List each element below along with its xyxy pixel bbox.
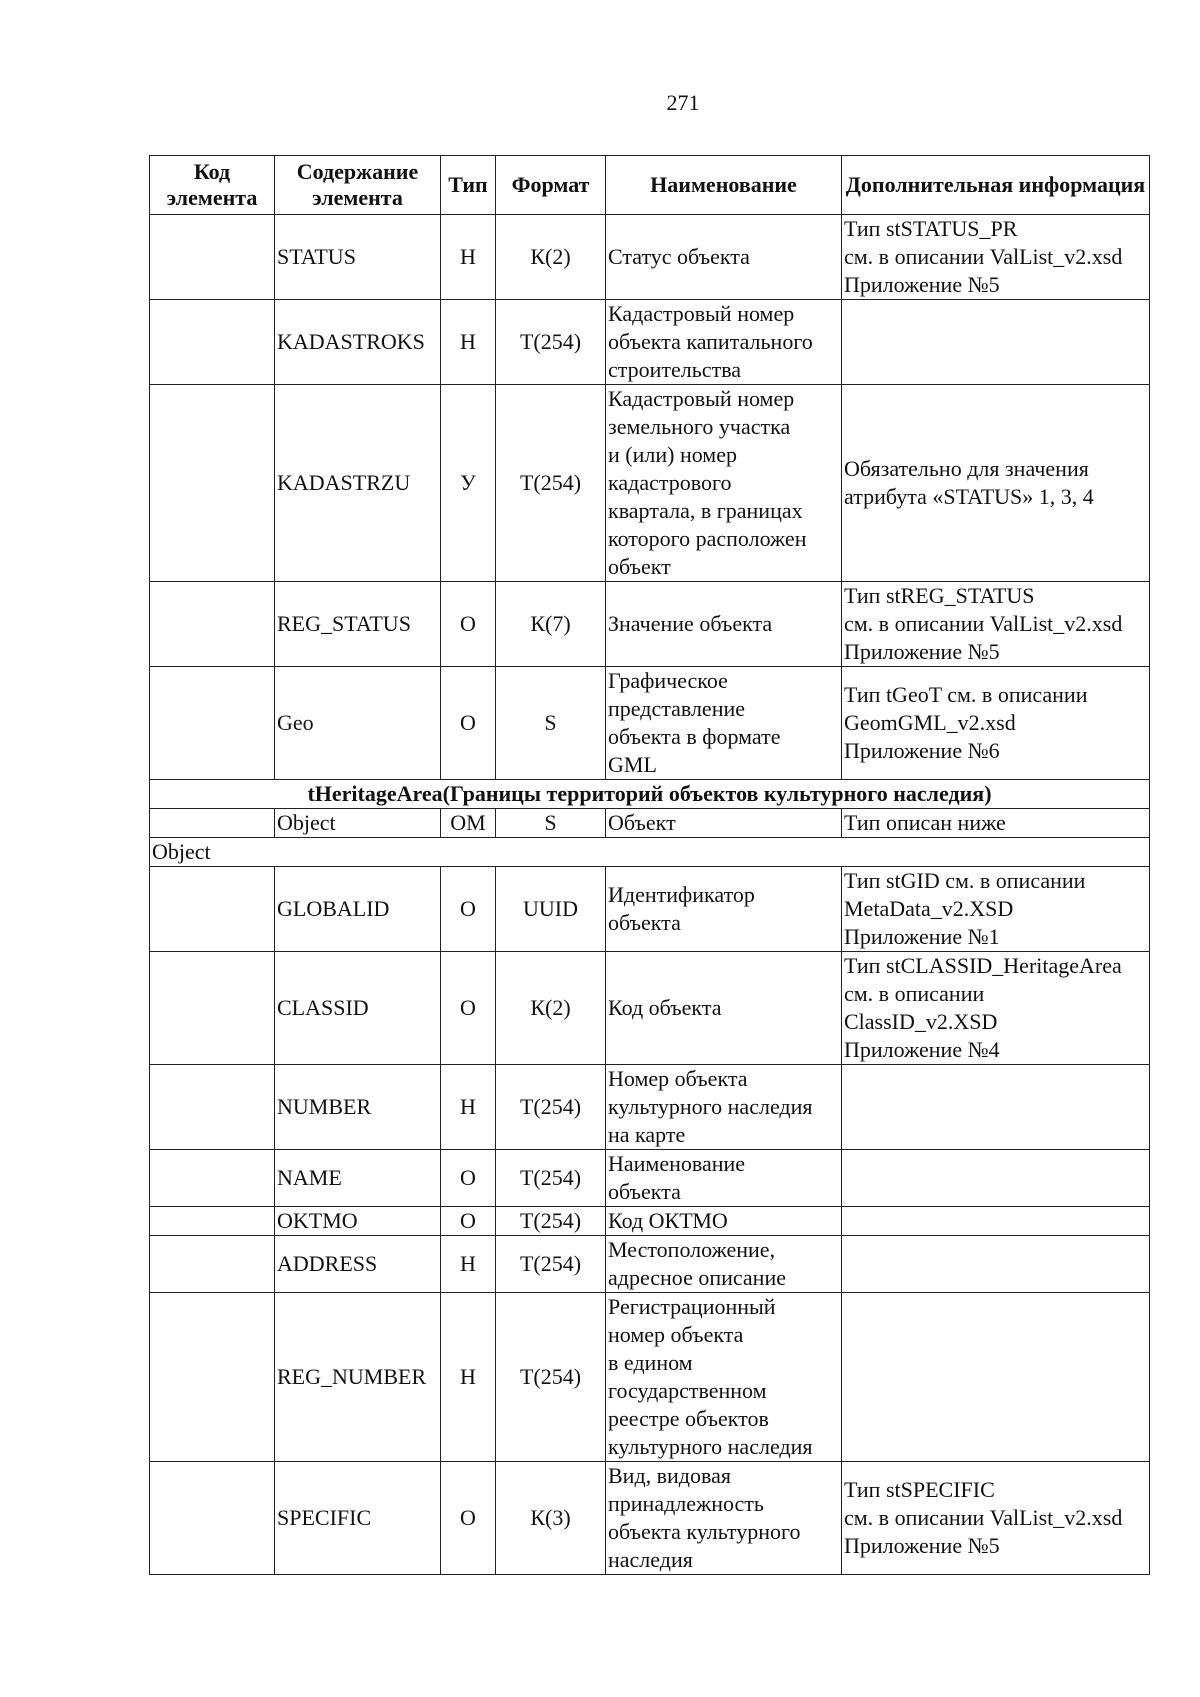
cell-line: Тип tGeoT см. в описании	[844, 682, 1088, 707]
cell-info	[842, 1293, 1150, 1462]
cell-name	[606, 300, 842, 385]
cell-type: О	[441, 1462, 496, 1575]
cell-info	[842, 1065, 1150, 1150]
cell-info	[842, 952, 1150, 1065]
table-header-row	[150, 156, 1150, 215]
cell-element: SPECIFIC	[275, 1462, 441, 1575]
cell-element: ADDRESS	[275, 1236, 441, 1293]
cell-line: Вид, видовая	[608, 1463, 731, 1488]
cell-name	[606, 952, 842, 1065]
cell-code	[150, 1236, 275, 1293]
cell-line: которого расположен	[608, 526, 807, 551]
cell-info	[842, 215, 1150, 300]
cell-type: О	[441, 1207, 496, 1236]
cell-line: наследия	[608, 1547, 693, 1572]
cell-line: Приложение №5	[844, 272, 1000, 297]
object-info: Тип описан ниже	[842, 809, 1150, 838]
cell-code	[150, 1293, 275, 1462]
table-row	[150, 582, 1150, 667]
table-row	[150, 667, 1150, 780]
header-info: Дополнительная информация	[842, 156, 1150, 215]
cell-line: принадлежность	[608, 1491, 764, 1516]
object-name: Объект	[606, 809, 842, 838]
cell-line: реестре объектов	[608, 1406, 769, 1431]
object-element: Object	[275, 809, 441, 838]
cell-info	[842, 1207, 1150, 1236]
cell-line: Код объекта	[608, 995, 722, 1020]
cell-name	[606, 215, 842, 300]
cell-line: Местоположение,	[608, 1237, 776, 1262]
cell-line: объект	[608, 554, 671, 579]
table-row	[150, 1207, 1150, 1236]
table-row	[150, 215, 1150, 300]
header-type: Тип	[441, 156, 496, 215]
header-code: Код элемента	[150, 156, 275, 215]
cell-code	[150, 582, 275, 667]
cell-type: Н	[441, 300, 496, 385]
table-row	[150, 385, 1150, 582]
cell-code	[150, 215, 275, 300]
cell-name	[606, 385, 842, 582]
cell-line: см. в описании ValList_v2.xsd	[844, 1505, 1123, 1530]
group-row	[150, 838, 1150, 867]
cell-format: Т(254)	[496, 385, 606, 582]
cell-format: Т(254)	[496, 1236, 606, 1293]
cell-line: Тип stSTATUS_PR	[844, 216, 1018, 241]
cell-line: объекта	[608, 1179, 681, 1204]
cell-type: О	[441, 867, 496, 952]
element-spec-table	[149, 155, 1150, 1575]
cell-line: GeomGML_v2.xsd	[844, 710, 1016, 735]
cell-type: Н	[441, 1293, 496, 1462]
table-row	[150, 867, 1150, 952]
cell-line: квартала, в границах	[608, 498, 803, 523]
cell-line: представление	[608, 696, 746, 721]
cell-name	[606, 1293, 842, 1462]
cell-format: Т(254)	[496, 1293, 606, 1462]
cell-name	[606, 1462, 842, 1575]
cell-element: OKTMO	[275, 1207, 441, 1236]
cell-type: О	[441, 667, 496, 780]
table-body-top	[150, 215, 1150, 780]
cell-type: У	[441, 385, 496, 582]
cell-line: культурного наследия	[608, 1434, 813, 1459]
cell-code	[150, 1462, 275, 1575]
cell-line: в едином	[608, 1350, 693, 1375]
cell-format: К(7)	[496, 582, 606, 667]
table-row	[150, 1462, 1150, 1575]
cell-line: атрибута «STATUS» 1, 3, 4	[844, 484, 1094, 509]
cell-element: STATUS	[275, 215, 441, 300]
cell-name	[606, 1065, 842, 1150]
group-label: Object	[150, 838, 1150, 867]
cell-info	[842, 867, 1150, 952]
table-row	[150, 1150, 1150, 1207]
cell-name	[606, 667, 842, 780]
cell-line: и (или) номер	[608, 442, 737, 467]
cell-code	[150, 667, 275, 780]
cell-info	[842, 1236, 1150, 1293]
cell-format: S	[496, 667, 606, 780]
cell-line: строительства	[608, 357, 742, 382]
cell-line: см. в описании ValList_v2.xsd	[844, 244, 1123, 269]
table-body-bottom	[150, 867, 1150, 1575]
cell-type: О	[441, 952, 496, 1065]
object-code	[150, 809, 275, 838]
cell-type: О	[441, 582, 496, 667]
cell-line: объекта культурного	[608, 1519, 801, 1544]
cell-format: UUID	[496, 867, 606, 952]
cell-element: Geo	[275, 667, 441, 780]
cell-line: см. в описании ValList_v2.xsd	[844, 611, 1123, 636]
cell-type: Н	[441, 215, 496, 300]
cell-type: О	[441, 1150, 496, 1207]
cell-info	[842, 1462, 1150, 1575]
cell-format: Т(254)	[496, 1065, 606, 1150]
cell-line: Кадастровый номер	[608, 301, 795, 326]
cell-line: объекта в формате	[608, 724, 781, 749]
cell-line: Приложение №6	[844, 738, 1000, 763]
cell-element: GLOBALID	[275, 867, 441, 952]
section-title: tHeritageArea(Границы территорий объектов культурного наследия)	[150, 780, 1150, 809]
cell-name	[606, 1150, 842, 1207]
cell-name	[606, 1207, 842, 1236]
cell-name	[606, 867, 842, 952]
cell-line: кадастрового	[608, 470, 732, 495]
cell-info	[842, 1150, 1150, 1207]
table-row	[150, 952, 1150, 1065]
cell-type: Н	[441, 1065, 496, 1150]
header-format: Формат	[496, 156, 606, 215]
cell-line: на карте	[608, 1122, 686, 1147]
cell-element: REG_NUMBER	[275, 1293, 441, 1462]
cell-line: Тип stSPECIFIC	[844, 1477, 995, 1502]
cell-line: Приложение №4	[844, 1037, 1000, 1062]
cell-line: Наименование	[608, 1151, 746, 1176]
page-number: 271	[666, 90, 700, 115]
object-type: ОМ	[441, 809, 496, 838]
cell-line: Тип stCLASSID_HeritageArea	[844, 953, 1122, 978]
cell-format: Т(254)	[496, 1207, 606, 1236]
cell-line: ClassID_v2.XSD	[844, 1009, 998, 1034]
cell-line: Статус объекта	[608, 244, 750, 269]
cell-code	[150, 867, 275, 952]
cell-format: К(2)	[496, 952, 606, 1065]
cell-code	[150, 1150, 275, 1207]
cell-element: CLASSID	[275, 952, 441, 1065]
cell-line: Приложение №5	[844, 639, 1000, 664]
object-format: S	[496, 809, 606, 838]
cell-line: земельного участка	[608, 414, 791, 439]
cell-info	[842, 582, 1150, 667]
table-row	[150, 1065, 1150, 1150]
cell-line: адресное описание	[608, 1265, 786, 1290]
cell-format: К(3)	[496, 1462, 606, 1575]
header-element: Содержание элемента	[275, 156, 441, 215]
cell-element: KADASTROKS	[275, 300, 441, 385]
cell-element: KADASTRZU	[275, 385, 441, 582]
cell-line: номер объекта	[608, 1322, 744, 1347]
header-name: Наименование	[606, 156, 842, 215]
cell-line: Регистрационный	[608, 1294, 776, 1319]
cell-line: объекта капитального	[608, 329, 813, 354]
cell-code	[150, 300, 275, 385]
cell-line: Номер объекта	[608, 1066, 748, 1091]
cell-line: MetaData_v2.XSD	[844, 896, 1014, 921]
cell-element: REG_STATUS	[275, 582, 441, 667]
cell-format: Т(254)	[496, 1150, 606, 1207]
cell-code	[150, 1065, 275, 1150]
cell-line: Приложение №1	[844, 924, 1000, 949]
cell-line: государственном	[608, 1378, 767, 1403]
table-row	[150, 1293, 1150, 1462]
cell-code	[150, 952, 275, 1065]
table-row	[150, 300, 1150, 385]
cell-info	[842, 667, 1150, 780]
cell-info	[842, 300, 1150, 385]
cell-line: Тип stGID см. в описании	[844, 868, 1086, 893]
object-row	[150, 809, 1150, 838]
cell-type: Н	[441, 1236, 496, 1293]
cell-format: Т(254)	[496, 300, 606, 385]
cell-line: объекта	[608, 910, 681, 935]
cell-line: Обязательно для значения	[844, 456, 1089, 481]
cell-code	[150, 385, 275, 582]
cell-line: GML	[608, 752, 657, 777]
cell-line: Код ОКТМО	[608, 1208, 728, 1233]
cell-line: см. в описании	[844, 981, 985, 1006]
cell-element: NUMBER	[275, 1065, 441, 1150]
table-row	[150, 1236, 1150, 1293]
cell-name	[606, 582, 842, 667]
cell-element: NAME	[275, 1150, 441, 1207]
cell-line: Тип stREG_STATUS	[844, 583, 1035, 608]
cell-info	[842, 385, 1150, 582]
cell-line: Значение объекта	[608, 611, 773, 636]
cell-line: Кадастровый номер	[608, 386, 795, 411]
cell-line: Идентификатор	[608, 882, 755, 907]
cell-format: К(2)	[496, 215, 606, 300]
section-title-row	[150, 780, 1150, 809]
cell-line: Приложение №5	[844, 1533, 1000, 1558]
cell-line: Графическое	[608, 668, 728, 693]
cell-code	[150, 1207, 275, 1236]
cell-line: культурного наследия	[608, 1094, 813, 1119]
cell-name	[606, 1236, 842, 1293]
